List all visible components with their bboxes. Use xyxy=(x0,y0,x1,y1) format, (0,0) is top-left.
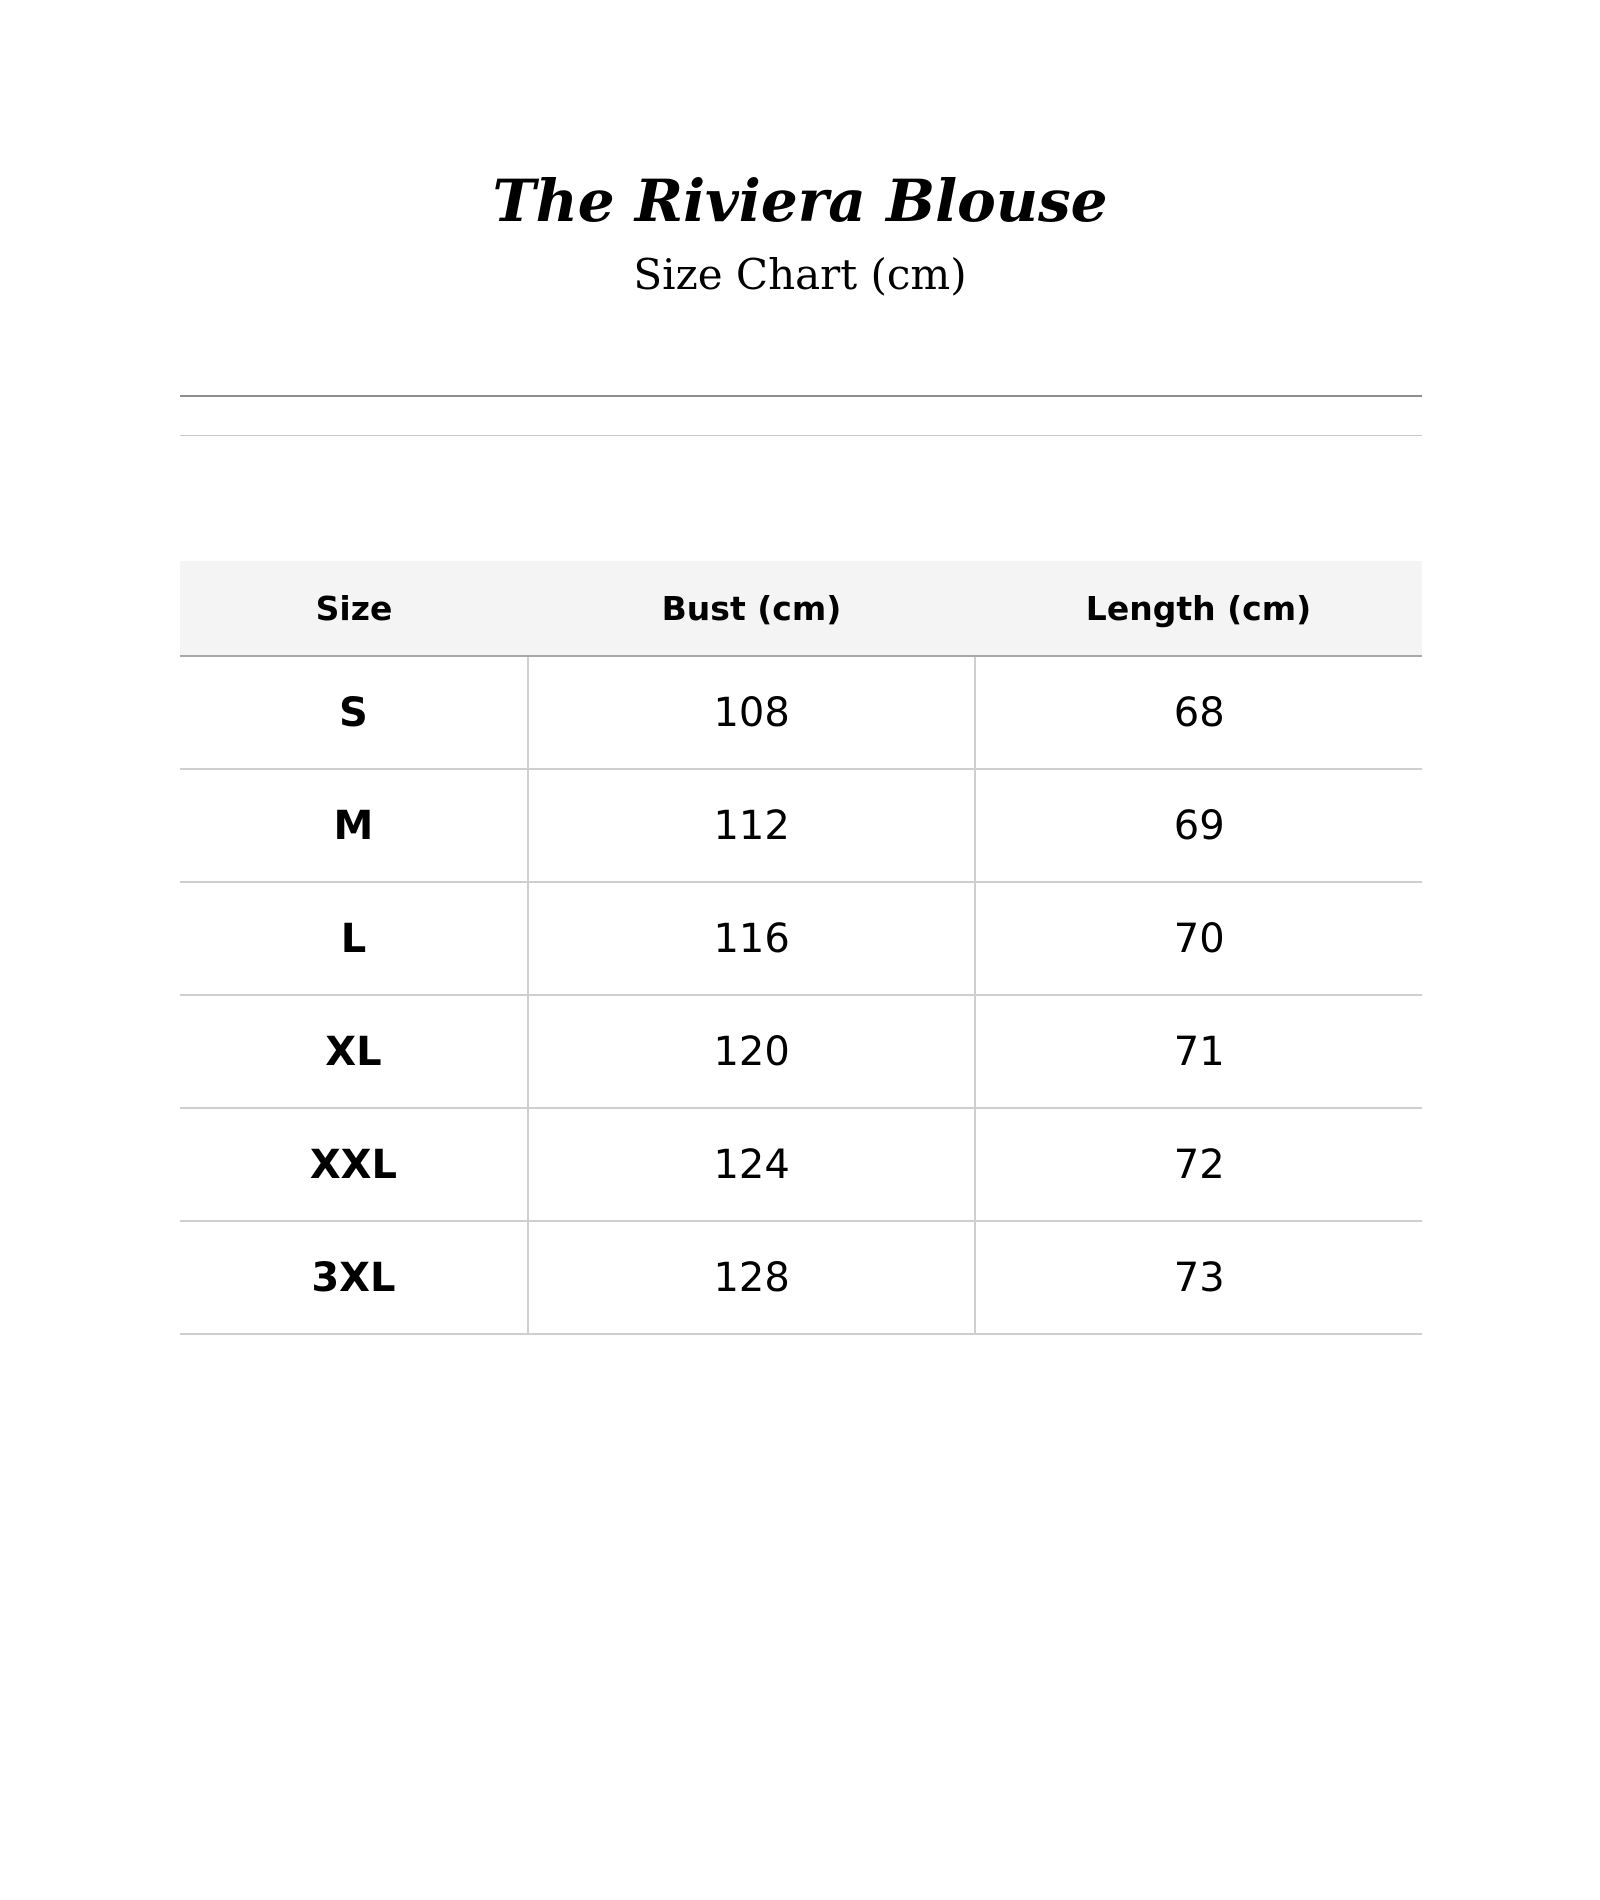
divider-top xyxy=(180,395,1422,397)
size-chart-table xyxy=(180,561,1422,1335)
bust-cell: 124 xyxy=(529,1109,977,1220)
divider-bottom xyxy=(180,435,1422,436)
size-cell: 3XL xyxy=(180,1222,529,1333)
bust-cell: 116 xyxy=(529,883,977,994)
page-title: The Riviera Blouse xyxy=(492,167,1108,235)
bust-cell: 120 xyxy=(529,996,977,1107)
column-header-bust: Bust (cm) xyxy=(661,588,842,628)
size-cell: S xyxy=(180,657,529,768)
size-cell: M xyxy=(180,770,529,881)
table-row xyxy=(180,770,1422,883)
size-cell: L xyxy=(180,883,529,994)
bust-cell: 108 xyxy=(529,657,977,768)
length-cell: 72 xyxy=(1173,1141,1225,1188)
bust-cell: 128 xyxy=(529,1222,977,1333)
table-header xyxy=(180,561,1422,657)
table-row xyxy=(180,657,1422,770)
table-row xyxy=(180,996,1422,1109)
size-cell: XXL xyxy=(180,1109,529,1220)
bust-cell: 112 xyxy=(529,770,977,881)
length-cell: 70 xyxy=(1173,915,1225,962)
length-cell: 71 xyxy=(1173,1028,1225,1075)
length-cell: 69 xyxy=(1173,802,1225,849)
table-row xyxy=(180,883,1422,996)
length-cell: 73 xyxy=(1173,1254,1225,1301)
column-header-length: Length (cm) xyxy=(1085,588,1312,628)
size-cell: XL xyxy=(180,996,529,1107)
column-header-size: Size xyxy=(315,588,393,628)
table-row xyxy=(180,1109,1422,1222)
page-subtitle: Size Chart (cm) xyxy=(633,250,967,299)
length-cell: 68 xyxy=(1173,689,1225,736)
table-row xyxy=(180,1222,1422,1335)
